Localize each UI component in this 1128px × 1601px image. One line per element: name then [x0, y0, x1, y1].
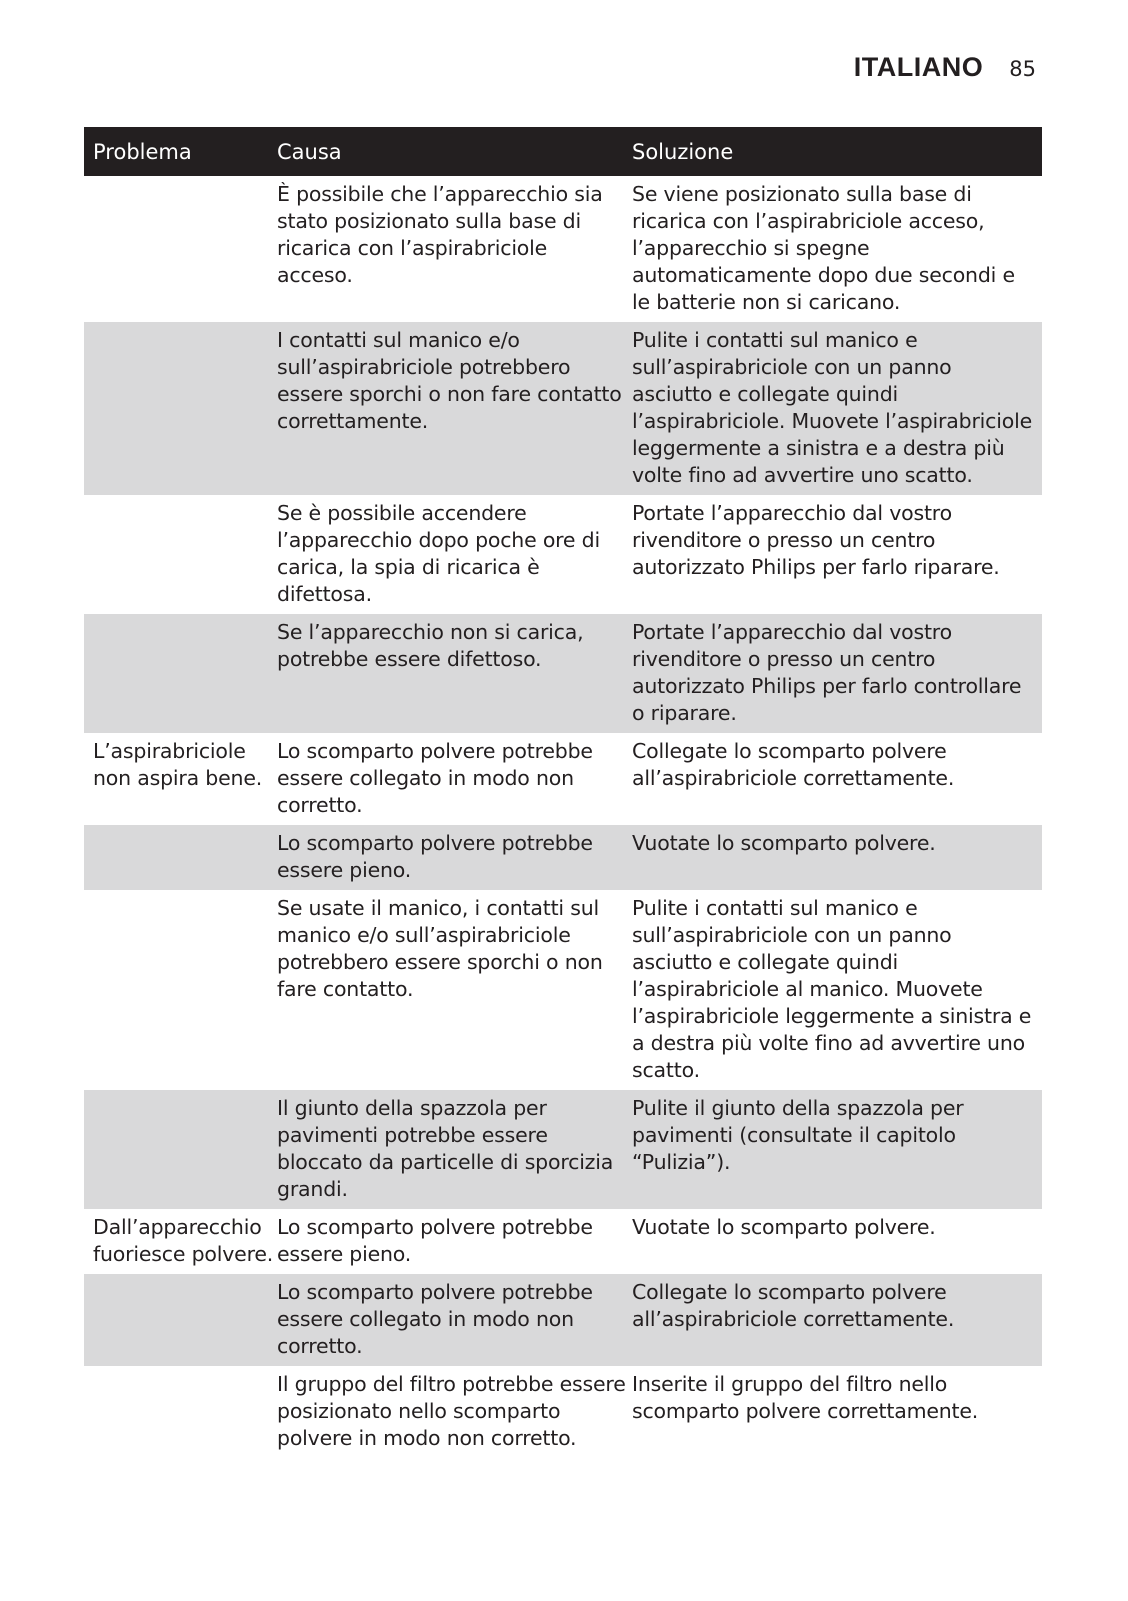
table-row: [84, 825, 1042, 890]
cause-cell: Se l’apparecchio non si carica, potrebbe essere difettoso.: [277, 620, 584, 671]
solution-cell: Portate l’apparecchio dal vostro rivenditore o presso un centro autorizzato Philips per farlo controllare o riparare.: [632, 620, 1022, 725]
problem-cell: [84, 890, 277, 1090]
problem-cell: [84, 825, 277, 890]
cause-cell: Lo scomparto polvere potrebbe essere pieno.: [277, 831, 593, 882]
problem-cell: [84, 1274, 277, 1366]
language-label: ITALIANO: [853, 52, 984, 82]
solution-cell: Portate l’apparecchio dal vostro rivenditore o presso un centro autorizzato Philips per farlo riparare.: [632, 501, 1000, 579]
table-header: [84, 127, 1042, 176]
problem-cell: [84, 1090, 277, 1209]
table-row: [84, 322, 1042, 495]
cause-cell: Il gruppo del filtro potrebbe essere posizionato nello scomparto polvere in modo non corretto.: [277, 1372, 626, 1450]
cause-cell: Lo scomparto polvere potrebbe essere pieno.: [277, 1215, 593, 1266]
page-header: [854, 52, 1036, 83]
page-number: 85: [1009, 57, 1036, 81]
cause-cell: I contatti sul manico e/o sull’aspirabriciole potrebbero essere sporchi o non fare contatto correttamente.: [277, 328, 622, 433]
problem-cell: [84, 495, 277, 614]
solution-cell: Vuotate lo scomparto polvere.: [632, 1215, 936, 1239]
column-header-cause: Causa: [277, 140, 342, 164]
problem-cell: [84, 322, 277, 495]
solution-cell: Inserite il gruppo del filtro nello scomparto polvere correttamente.: [632, 1372, 979, 1423]
solution-cell: Pulite i contatti sul manico e sull’aspirabriciole con un panno asciutto e collegate quindi l’aspirabriciole al manico. Muovete l’aspirabriciole leggermente a sinistra e a destra più volte fino ad avvertire uno scatto.: [632, 896, 1032, 1082]
solution-cell: Pulite i contatti sul manico e sull’aspirabriciole con un panno asciutto e collegate quindi l’aspirabriciole. Muovete l’aspirabriciole leggermente a sinistra e a destra più volte fino ad avvertire uno scatto.: [632, 328, 1032, 487]
cause-cell: Se usate il manico, i contatti sul manico e/o sull’aspirabriciole potrebbero essere sporchi o non fare contatto.: [277, 896, 603, 1001]
table-row: [84, 733, 1042, 825]
solution-cell: Collegate lo scomparto polvere all’aspirabriciole correttamente.: [632, 1280, 955, 1331]
cause-cell: Il giunto della spazzola per pavimenti potrebbe essere bloccato da particelle di sporcizia grandi.: [277, 1096, 614, 1201]
cause-cell: Se è possibile accendere l’apparecchio dopo poche ore di carica, la spia di ricarica è difettosa.: [277, 501, 600, 606]
problem-cell: Dall’apparecchio fuoriesce polvere.: [93, 1215, 274, 1266]
problem-cell: [84, 176, 277, 322]
cause-cell: È possibile che l’apparecchio sia stato posizionato sulla base di ricarica con l’aspirabriciole acceso.: [277, 182, 603, 287]
column-header-problem: Problema: [93, 140, 192, 164]
solution-cell: Collegate lo scomparto polvere all’aspirabriciole correttamente.: [632, 739, 955, 790]
table-row: [84, 1366, 1042, 1458]
problem-cell: [84, 1366, 277, 1458]
table-row: [84, 614, 1042, 733]
table-row: [84, 890, 1042, 1090]
table-row: [84, 176, 1042, 322]
column-header-solution: Soluzione: [632, 140, 734, 164]
problem-cell: L’aspirabriciole non aspira bene.: [93, 739, 263, 790]
solution-cell: Pulite il giunto della spazzola per pavimenti (consultate il capitolo “Pulizia”).: [632, 1096, 964, 1174]
problem-cell: [84, 614, 277, 733]
cause-cell: Lo scomparto polvere potrebbe essere collegato in modo non corretto.: [277, 1280, 593, 1358]
table-row: [84, 1274, 1042, 1366]
table-row: [84, 495, 1042, 614]
table-row: [84, 1209, 1042, 1274]
cause-cell: Lo scomparto polvere potrebbe essere collegato in modo non corretto.: [277, 739, 593, 817]
solution-cell: Vuotate lo scomparto polvere.: [632, 831, 936, 855]
solution-cell: Se viene posizionato sulla base di ricarica con l’aspirabriciole acceso, l’apparecchio si spegne automaticamente dopo due secondi e le batterie non si caricano.: [632, 182, 1015, 314]
table-row: [84, 1090, 1042, 1209]
troubleshooting-table: [84, 127, 1042, 1458]
